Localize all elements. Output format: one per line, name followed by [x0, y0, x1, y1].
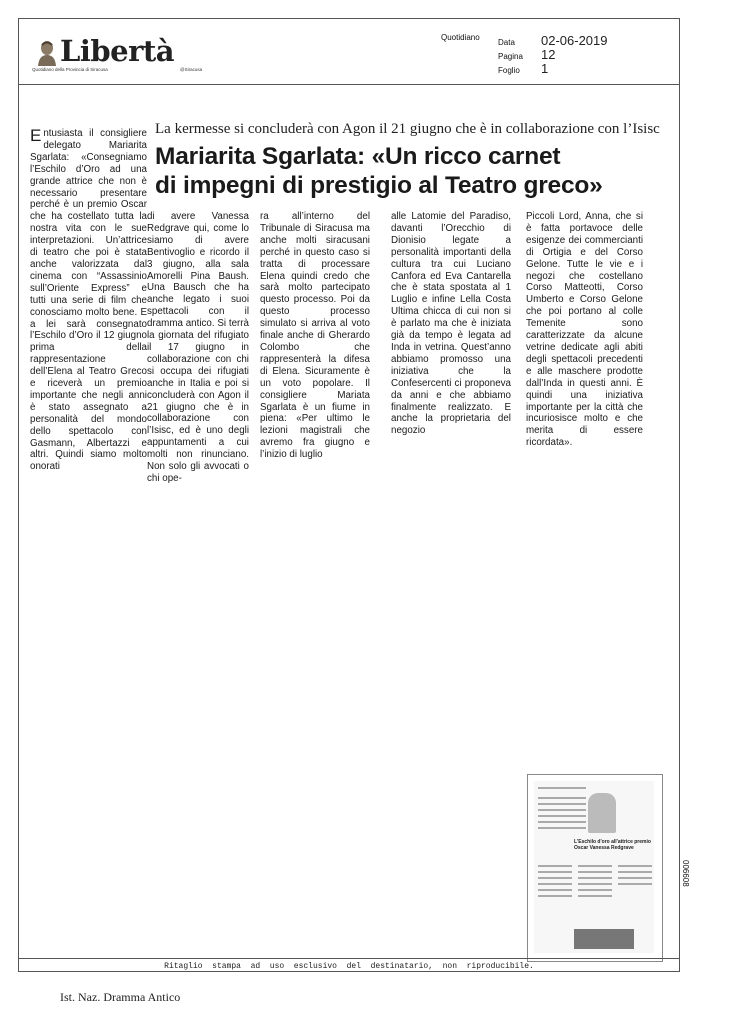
thumbnail-dark-box [574, 929, 634, 949]
article-kicker: La kermesse si concluderà con Agon il 21 giugno che è in collaborazione con l’Isisc [155, 121, 660, 137]
column-1-text: ntusiasta il consigliere delegato Mariarita Sgarlata: «Consegniamo l’Eschilo d’Oro ad una grande attrice che non è necessario presentare perché è un premio Oscar che ha costellato tutta la nostra vita con le sue interpretazioni. Un’attrice di teatro che poi è stata anche valorizzata dal cinema con “Assassinio sull’Oriente Express” e tutti una serie di film che conosciamo molto bene. E a lei sarà consegnato l’Eschilo d’Oro il 12 giugno prima della rappresentazione dell’Elena al Teatro Greco e riceverà un premio importante che negli anni è stato assegnato a personalità del mondo dello spettacolo con Gasmann, Albertazzi e altri. Quindi siamo molto onorati [30, 128, 147, 473]
article-column-1 [30, 128, 147, 473]
sheet-label: Foglio [498, 66, 520, 75]
date-label: Data [498, 38, 515, 47]
page-row [498, 47, 608, 61]
drop-cap: E [30, 126, 42, 145]
article-column-3: ra all’interno del Tribunale di Siracusa ma anche molti siracusani perché in questo caso si tratta di processare Elena quindi credo che sarà molto partecipato questo processo. Poi da questo processo simulato si arriva al voto finale anche di Gherardo Colombo che rappresenterà la difesa di Elena. Sicuramente è un voto popolare. Il consigliere Mariata Sgarlata è un fiume in piena: «Per ultimo le lezioni magistrali che avremo fra giugno e l’inizio di luglio [260, 211, 370, 461]
sheet-row [498, 61, 608, 75]
header-divider [18, 84, 680, 85]
article-column-4: alle Latomie del Paradiso, davanti l’Orecchio di Dionisio legate a personalità importanti della cultura tra cui Luciano Canfora ed Eva Cantarella che è stata spostata al 1 Luglio e infine Lella Costa Ultima chicca di cui non si è parlato ma che è iniziata già da tempo è legata ad Inda in vetrina. Quest’anno abbiamo promosso una iniziativa che la Confesercenti ci proponeva da anni e che abbiamo finalmente realizzato. E anche la proprietaria del negozio [391, 211, 511, 437]
thumbnail-headline: L'Eschilo d'oro all'attrice premio Oscar Vanessa Redgrave [574, 839, 651, 851]
logo-tagline-right: @Siracusa [180, 67, 203, 72]
logo-tagline: Quotidiano della Provincia di Siracusa [32, 67, 108, 72]
title-line-2: di impegni di prestigio al Teatro greco» [155, 172, 603, 199]
date-row [498, 33, 608, 47]
title-line-1: Mariarita Sgarlata: «Un ricco carnet [155, 143, 561, 170]
page-label: Pagina [498, 52, 523, 61]
thumbnail-photo [588, 793, 616, 833]
article-column-5: Piccoli Lord, Anna, che si è fatta portavoce delle esigenze dei commercianti di Ortigia e del Corso Gelone. Tutte le vie e i negozi che costellano Corso Matteotti, Corso Umberto e Corso Gelone che poi portano al colle Temenite sono caratterizzate da alcune vetrine dedicate agli abiti degli spettacoli precedenti e alle maschere prodotte dall’Inda in questi anni. È quindi una iniziativa importante per la città che incuriosisce molto e che merita di essere ricordata». [526, 211, 643, 449]
article-column-2: di avere Vanessa Redgrave qui, come lo siamo di avere Bentivoglio e ricordo il 3 giugno, alla sala Amorelli Pina Baush. Una Bausch che ha anche legato i suoi spettacoli con il dramma antico. Si terrà la giornata del rifugiato il 17 giugno in collaborazione con chi si occupa dei rifugiati anche in Italia e poi si concluderà con Agon il 21 giugno che è in collaborazione con l’Isisc, ed è uno degli appuntamenti a cui molti non rinunciano. Non solo gli avvocati o chi ope- [147, 211, 249, 484]
date-value: 02-06-2019 [541, 33, 608, 48]
article-title [155, 142, 603, 200]
thumbnail-page [534, 781, 654, 953]
page-value: 12 [541, 47, 556, 62]
publication-type: Quotidiano [441, 33, 480, 42]
publication-meta [498, 33, 608, 75]
document-code: 006608 [681, 860, 690, 887]
masthead-logo [30, 34, 210, 82]
footer-disclaimer: Ritaglio stampa ad uso esclusivo del destinatario, non riproducibile. [18, 958, 680, 971]
page-thumbnail [527, 774, 663, 962]
bottom-credit: Ist. Naz. Dramma Antico [60, 990, 181, 1004]
logo-wordmark: Libertà [60, 34, 175, 68]
bust-logo-icon [36, 40, 58, 66]
sheet-value: 1 [541, 61, 549, 76]
